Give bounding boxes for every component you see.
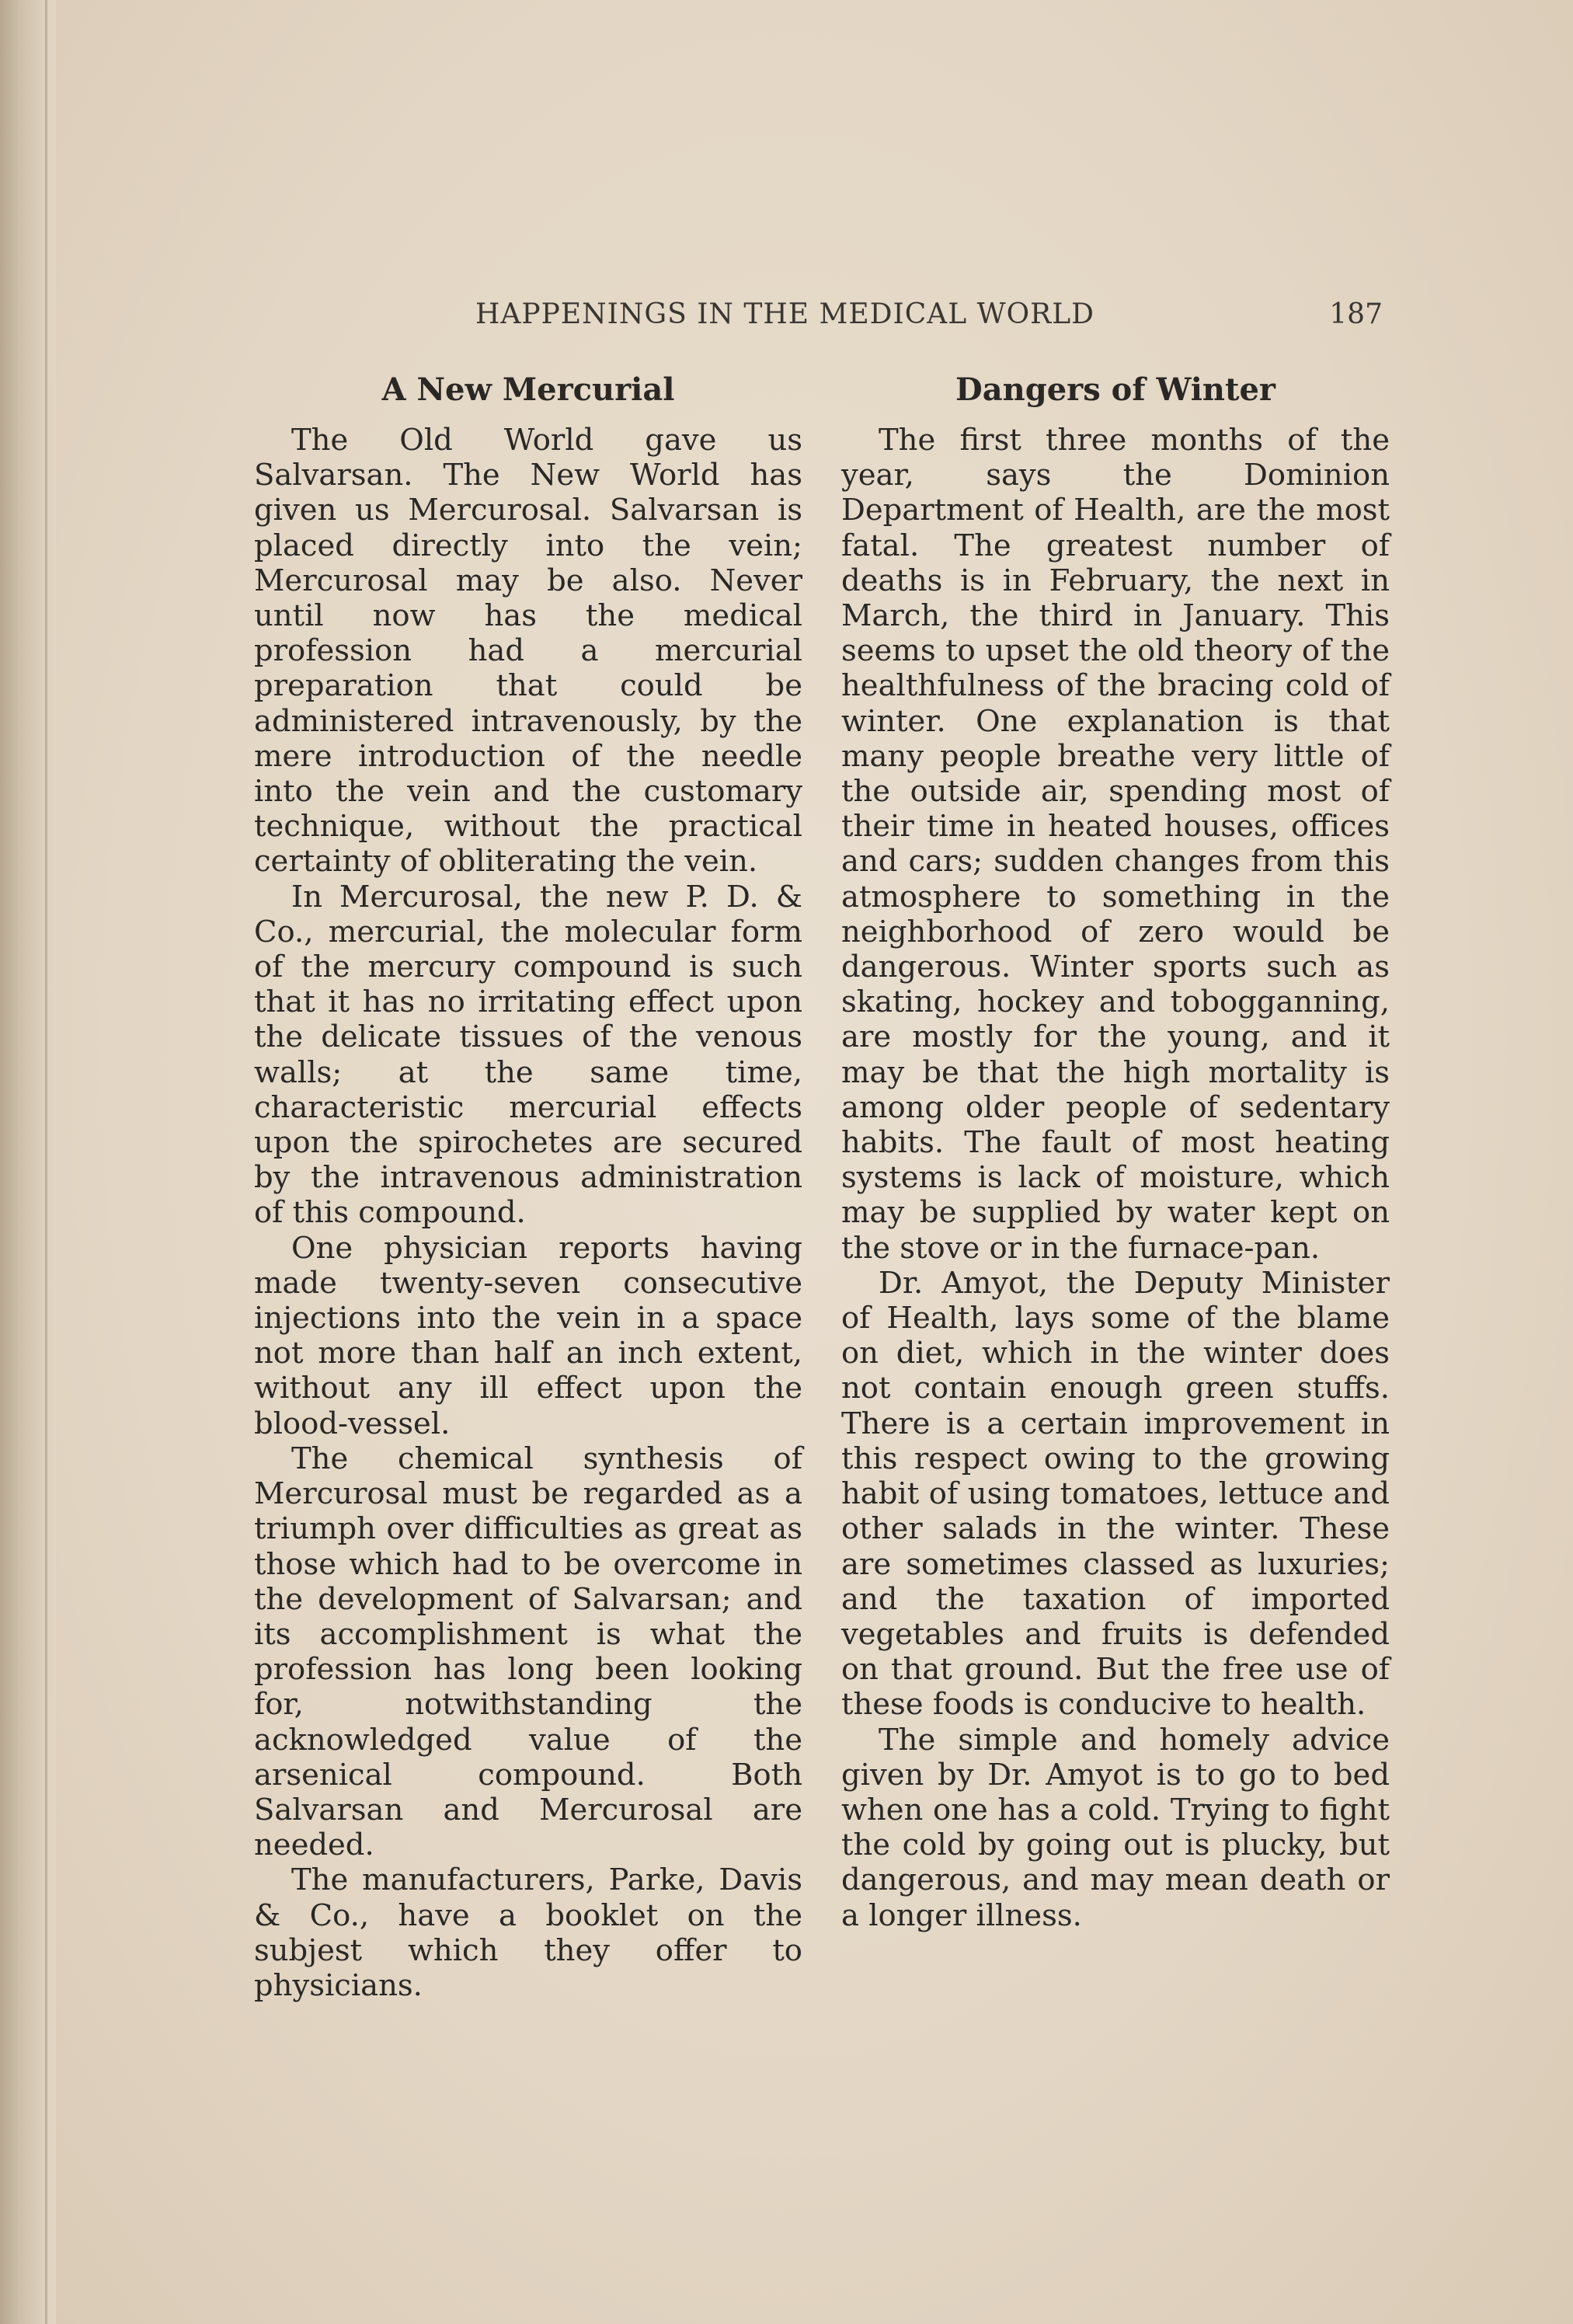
paragraph: Dr. Amyot, the Deputy Minister of Health, lays some of the blame on diet, which in the winter does not contain enough green stuffs. There is a certain improvement in this respect owing to the growing habit of using tomatoes, lettuce and other salads in the winter. These are sometimes classed as luxuries; and the taxation of imported vegetables and fruits is defended on that ground. But the free use of these foods is conducive to health.	[841, 1265, 1390, 1723]
paragraph: One physician reports having made twenty-seven consecutive injections into the vein in a space not more than half an inch extent, without any ill effect upon the blood-vessel.	[254, 1230, 802, 1441]
running-head: HAPPENINGS IN THE MEDICAL WORLD	[475, 298, 1095, 330]
page-header	[466, 298, 1383, 345]
article-title: Dangers of Winter	[955, 371, 1275, 408]
paragraph: The first three months of the year, says the Dominion Department of Health, are the most fatal. The greatest number of deaths is in February, the next in March, the third in January. This seems to upset the old theory of the healthfulness of the bracing cold of winter. One explanation is that many people breathe very little of the outside air, spending most of their time in heated houses, offices and cars; sudden changes from this atmosphere to something in the neighborhood of zero would be dangerous. Winter sports such as skating, hockey and tobogganning, are mostly for the young, and it may be that the high mortality is among older people of sedentary habits. The fault of most heating systems is lack of moisture, which may be supplied by water kept on the stove or in the furnace-pan.	[841, 423, 1390, 1266]
article-title: A New Mercurial	[381, 371, 675, 408]
page-binding-edge	[0, 0, 56, 2324]
page-number: 187	[1329, 298, 1383, 330]
paragraph: In Mercurosal, the new P. D. & Co., mercurial, the molecular form of the mercury compound is such that it has no irritating effect upon the delicate tissues of the venous walls; at the same time, characteristic mercurial effects upon the spirochetes are secured by the intravenous administration of this compound.	[254, 879, 802, 1231]
article-new-mercurial	[254, 371, 802, 2003]
paragraph: The manufacturers, Parke, Davis & Co., have a booklet on the subjest which they offer to physicians.	[254, 1862, 802, 2003]
paragraph: The simple and homely advice given by Dr. Amyot is to go to bed when one has a cold. Trying to fight the cold by going out is plucky, but dangerous, and may mean death or a longer illness.	[841, 1722, 1390, 1933]
article-dangers-of-winter	[841, 371, 1390, 1933]
binding-fold-line	[45, 0, 47, 2324]
paragraph: The Old World gave us Salvarsan. The New World has given us Mercurosal. Salvarsan is placed directly into the vein; Mercurosal may be also. Never until now has the medical profession had a mercurial preparation that could be administered intravenously, by the mere introduction of the needle into the vein and the customary technique, without the practical certainty of obliterating the vein.	[254, 423, 802, 880]
paragraph: The chemical synthesis of Mercurosal must be regarded as a triumph over difficulties as great as those which had to be overcome in the development of Salvarsan; and its accomplishment is what the profession has long been looking for, notwithstanding the acknowledged value of the arsenical compound. Both Salvarsan and Mercurosal are needed.	[254, 1441, 802, 1863]
